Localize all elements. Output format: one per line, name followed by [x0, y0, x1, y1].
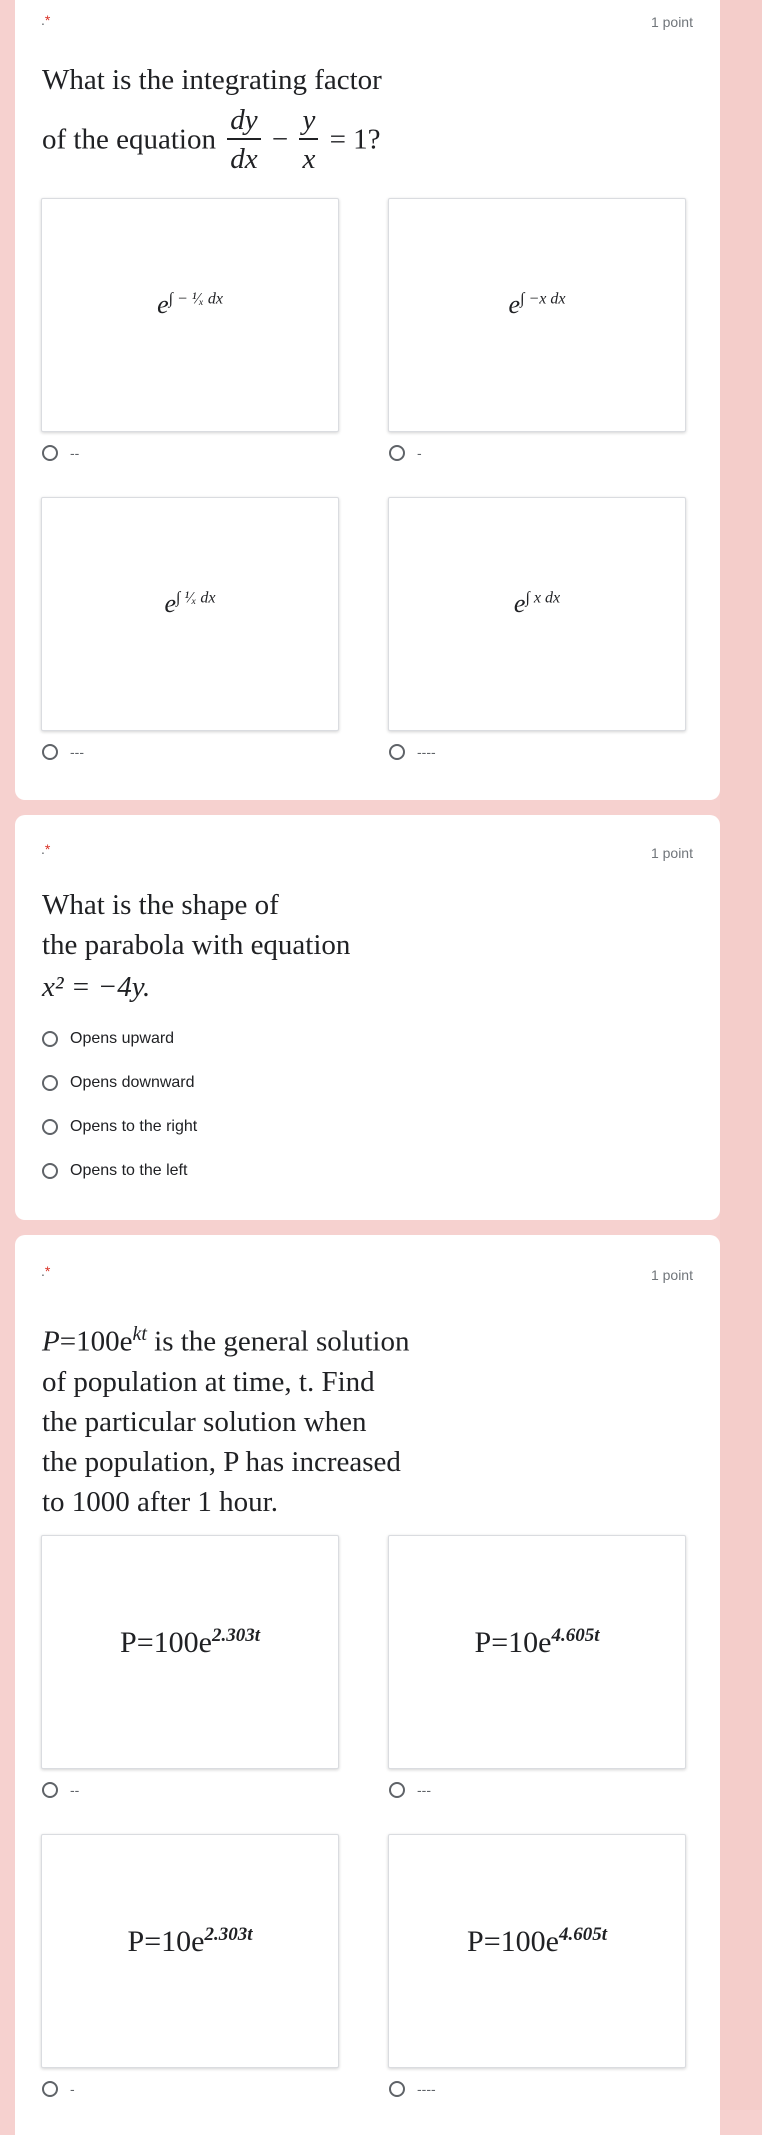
- option-label: Opens to the right: [70, 1118, 198, 1135]
- option-opens-right[interactable]: [42, 1118, 197, 1136]
- question-title: What is the shape of the parabola with equation x² = −4y.: [42, 889, 351, 1003]
- option-label: --: [70, 445, 80, 461]
- radio-button[interactable]: [389, 2081, 405, 2097]
- option-label: Opens downward: [70, 1074, 195, 1091]
- radio-button[interactable]: [42, 744, 58, 760]
- radio-button[interactable]: [42, 445, 58, 461]
- radio-button[interactable]: [42, 1075, 58, 1091]
- question-title: What is the integrating factor of the equation $\frac{dy}{dx}$ − $\frac{y}{x}$ = 1?: [42, 64, 382, 175]
- option-opens-downward[interactable]: [42, 1074, 195, 1092]
- radio-button[interactable]: [42, 1119, 58, 1135]
- question-card-1: [15, 0, 720, 800]
- points-label: 1 point: [650, 14, 693, 30]
- formula: $e^{\int -x dx}$: [508, 290, 566, 319]
- fraction-dy-dx: $\frac{dy}{dx}$: [227, 106, 260, 174]
- page-background-strip: [720, 0, 762, 2110]
- option-image-2[interactable]: [388, 1535, 686, 1769]
- question-card-3: [15, 1235, 720, 2135]
- option-label: ----: [417, 2081, 436, 2097]
- formula: $e^{\int x dx}$: [513, 589, 561, 618]
- option-row-3[interactable]: [42, 2081, 75, 2097]
- formula: $P=10e^{4.605t}$: [474, 1624, 600, 1659]
- option-opens-left[interactable]: [42, 1162, 187, 1180]
- option-label: -: [417, 445, 422, 461]
- question-title: $P=100e^{kt}$ is the general solution of population at time, t. Find the particular solution when the population, P has increased to 1000 after 1 hour.: [42, 1323, 410, 1518]
- option-label: ---: [417, 1782, 431, 1798]
- radio-button[interactable]: [42, 1031, 58, 1047]
- option-image-2[interactable]: [388, 198, 686, 432]
- required-indicator: .*: [41, 1263, 51, 1279]
- option-label: ---: [70, 744, 84, 760]
- radio-button[interactable]: [42, 1163, 58, 1179]
- option-label: -: [70, 2081, 75, 2097]
- option-row-4[interactable]: [389, 744, 436, 760]
- option-opens-upward[interactable]: [42, 1030, 174, 1048]
- question-card-2: [15, 815, 720, 1220]
- radio-button[interactable]: [42, 2081, 58, 2097]
- option-image-3[interactable]: [41, 1834, 339, 2068]
- fraction-y-x: $\frac{y}{x}$: [299, 106, 318, 174]
- points-label: 1 point: [650, 1267, 693, 1283]
- radio-button[interactable]: [389, 744, 405, 760]
- option-image-1[interactable]: [41, 1535, 339, 1769]
- option-row-4[interactable]: [389, 2081, 436, 2097]
- radio-button[interactable]: [389, 1782, 405, 1798]
- option-row-2[interactable]: [389, 1782, 431, 1798]
- option-label: Opens to the left: [70, 1162, 188, 1179]
- points-label: 1 point: [650, 845, 693, 861]
- option-image-3[interactable]: [41, 497, 339, 731]
- option-row-3[interactable]: [42, 744, 84, 760]
- formula: $e^{\int ^1⁄_x dx}$: [164, 589, 216, 618]
- formula: $P=100e^{2.303t}$: [120, 1624, 260, 1659]
- option-label: --: [70, 1782, 80, 1798]
- option-image-4[interactable]: [388, 1834, 686, 2068]
- option-row-1[interactable]: [42, 445, 79, 461]
- option-image-1[interactable]: [41, 198, 339, 432]
- option-label: ----: [417, 744, 436, 760]
- required-indicator-2: .*: [41, 841, 51, 857]
- option-label: Opens upward: [70, 1030, 175, 1047]
- option-row-2[interactable]: [389, 445, 422, 461]
- option-image-4[interactable]: [388, 497, 686, 731]
- formula: $P=10e^{2.303t}$: [127, 1923, 253, 1958]
- option-row-1[interactable]: [42, 1782, 79, 1798]
- required-indicator: .*: [41, 12, 51, 28]
- radio-button[interactable]: [42, 1782, 58, 1798]
- formula: $e^{\int - ^1⁄_x dx}$: [157, 290, 223, 319]
- formula: $P=100e^{4.605t}$: [467, 1923, 607, 1958]
- radio-button[interactable]: [389, 445, 405, 461]
